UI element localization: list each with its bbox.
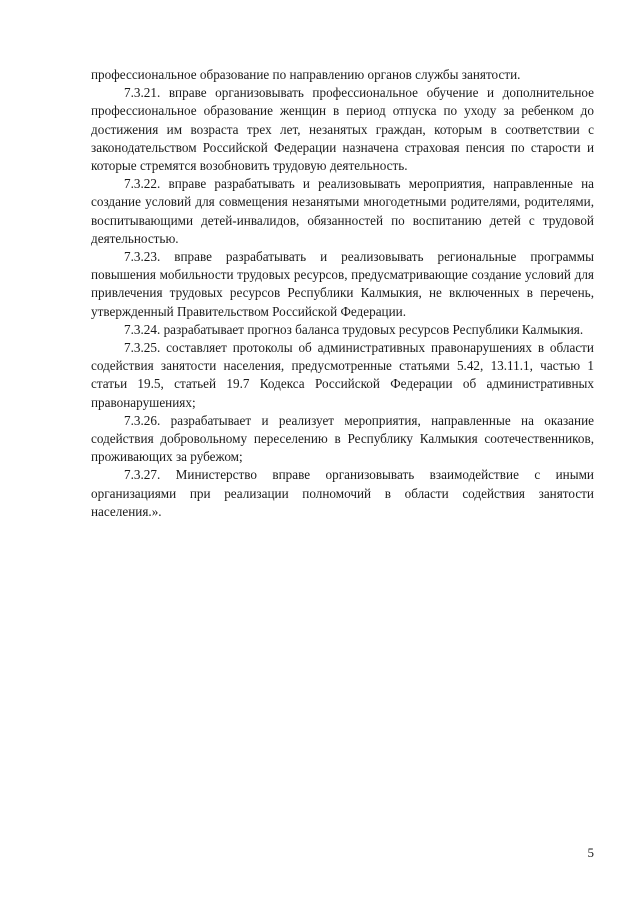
paragraph-7-3-22: 7.3.22. вправе разрабатывать и реализовывать мероприятия, направленные на создание условий для совмещения незанятыми многодетными родителями, родителями, воспитывающими детей-инвалидов, обязанностей по воспитанию детей с трудовой деятельностью. [91,176,594,246]
paragraph-7-3-25: 7.3.25. составляет протоколы об административных правонарушениях в области содействия занятости населения, предусмотренные статьями 5.42, 13.11.1, частью 1 статьи 19.5, статьей 19.7 Кодекса Российской Федерации об административных правонарушениях; [91,340,594,410]
paragraph-7-3-24: 7.3.24. разрабатывает прогноз баланса трудовых ресурсов Республики Калмыкия. [124,321,584,337]
document-body [91,66,594,521]
paragraph-7-3-21: 7.3.21. вправе организовывать профессиональное обучение и дополнительное профессиональное образование женщин в период отпуска по уходу за ребенком до достижения им возраста трех лет, незанятых граждан, которым в соответствии с законодательством Российской Федерации назначена страховая пенсия по старости и которые стремятся возобновить трудовую деятельность. [91,85,594,174]
paragraph-7-3-23: 7.3.23. вправе разрабатывать и реализовывать региональные программы повышения мобильности трудовых ресурсов, предусматривающие создание условий для привлечения трудовых ресурсов Республики Калмыкия, не включенных в перечень, утвержденный Правительством Российской Федерации. [91,249,594,319]
paragraph-7-3-26: 7.3.26. разрабатывает и реализует мероприятия, направленные на оказание содействия добровольному переселению в Республику Калмыкия соотечественников, проживающих за рубежом; [91,412,594,465]
paragraph-continuation: профессиональное образование по направлению органов службы занятости. [91,67,521,82]
paragraph-7-3-27: 7.3.27. Министерство вправе организовывать взаимодействие с иными организациями при реализации полномочий в области содействия занятости населения.». [91,467,594,519]
page-number: 5 [587,845,594,860]
